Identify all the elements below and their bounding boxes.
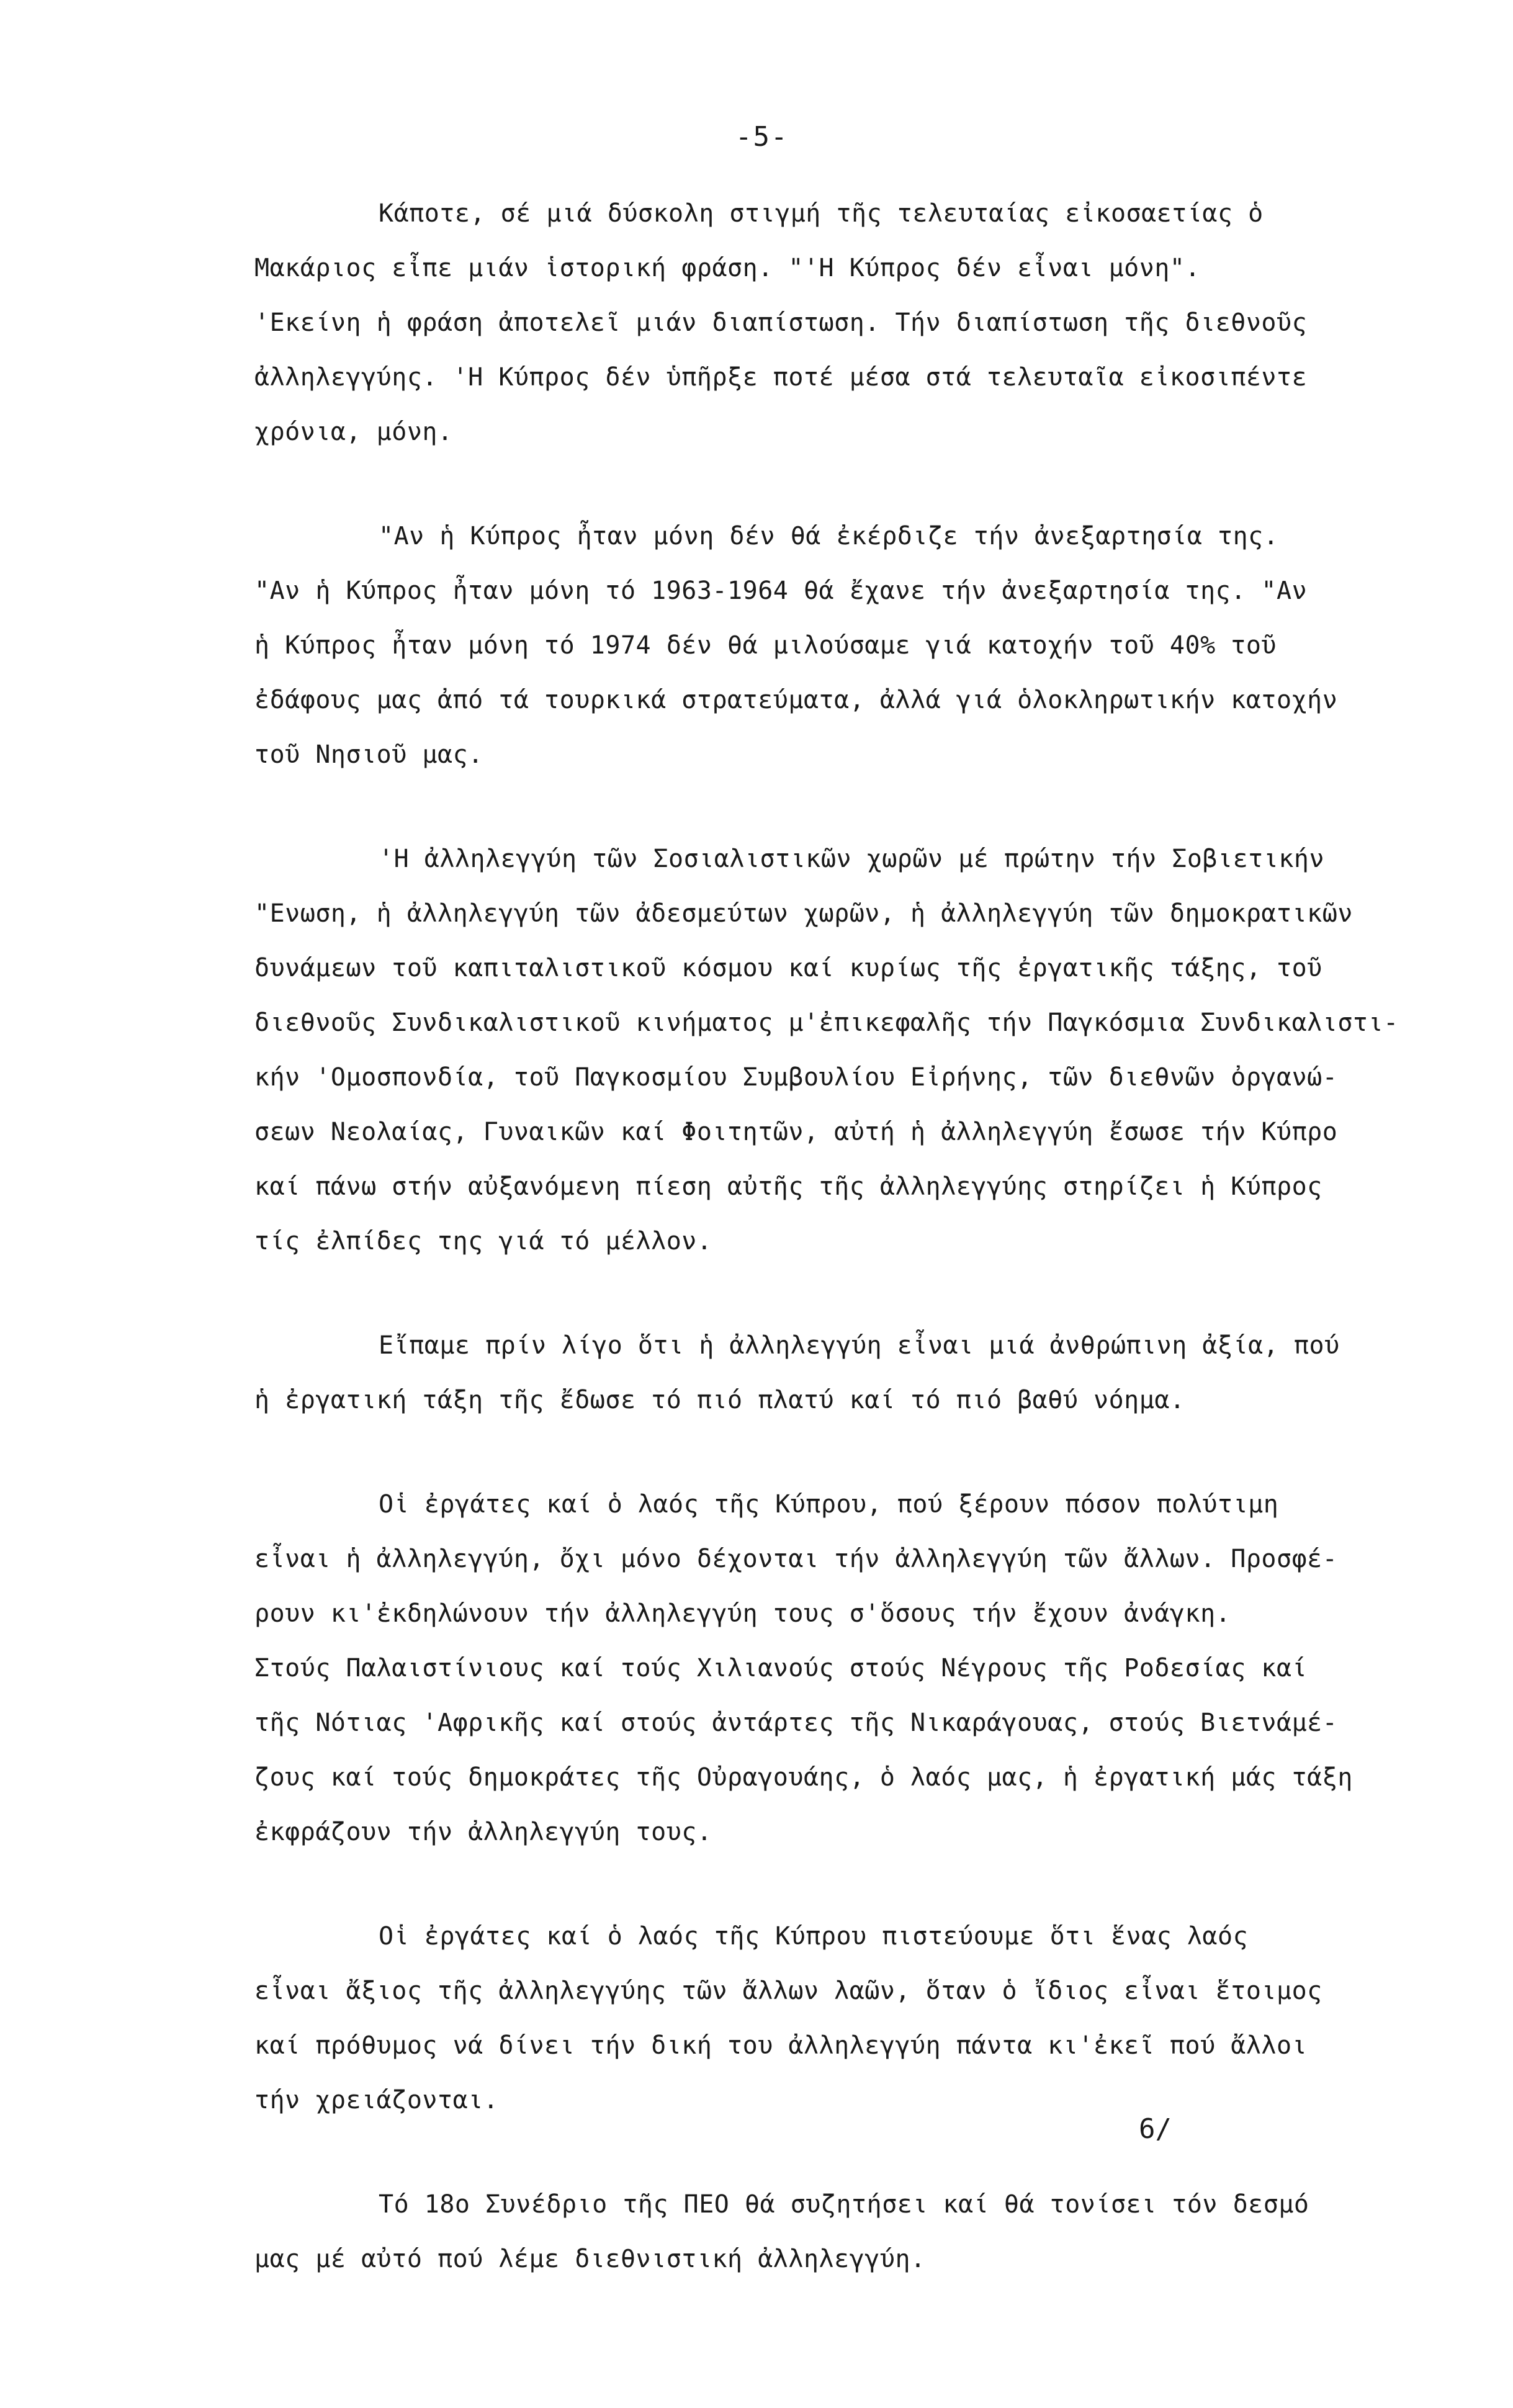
paragraph-7 [254,2177,1359,2286]
document-body [254,186,1399,2336]
text-line: Εἴπαμε πρίν λίγο ὅτι ἡ ἀλληλεγγύη εἶναι μιά ἀνθρώπινη ἀξία, πού [379,1331,1340,1360]
text-line: τήν χρειάζονται. [254,2086,499,2114]
text-line: δυνάμεων τοῦ καπιταλιστικοῦ κόσμου καί κυρίως τῆς ἐργατικῆς τάξης, τοῦ [254,954,1322,982]
text-line: Κάποτε, σέ μιά δύσκολη στιγμή τῆς τελευταίας εἰκοσαετίας ὁ [379,199,1264,228]
text-line: τίς ἐλπίδες της γιά τό μέλλον. [254,1227,712,1256]
text-line: "Ενωση, ἡ ἀλληλεγγύη τῶν ἀδεσμεύτων χωρῶν, ἡ ἀλληλεγγύη τῶν δημοκρατικῶν [254,899,1353,928]
page-continuation-marker: 6/ [1139,2113,1172,2145]
text-line: εἶναι ἡ ἀλληλεγγύη, ὄχι μόνο δέχονται τήν ἀλληλεγγύη τῶν ἄλλων. Προσφέ- [254,1545,1338,1573]
text-line: σεων Νεολαίας, Γυναικῶν καί Φοιτητῶν, αὐτή ἡ ἀλληλεγγύη ἔσωσε τήν Κύπρο [254,1118,1338,1146]
paragraph-4 [254,1318,1359,1427]
text-line: κήν 'Ομοσπονδία, τοῦ Παγκοσμίου Συμβουλίου Εἰρήνης, τῶν διεθνῶν ὀργανώ- [254,1063,1338,1092]
text-line: 'Η ἀλληλεγγύη τῶν Σοσιαλιστικῶν χωρῶν μέ πρώτην τήν Σοβιετικήν [379,845,1325,873]
paragraph-6 [254,1909,1359,2127]
paragraph-1 [254,186,1359,459]
text-line: "Αν ἡ Κύπρος ἦταν μόνη δέν θά ἐκέρδιζε τήν ἀνεξαρτησία της. [379,522,1279,550]
text-line: τοῦ Νησιοῦ μας. [254,740,483,769]
text-line: Τό 18ο Συνέδριο τῆς ΠΕΟ θά συζητήσει καί θά τονίσει τόν δεσμό [379,2190,1309,2219]
text-line: Οἱ ἐργάτες καί ὁ λαός τῆς Κύπρου, πού ξέρουν πόσον πολύτιμη [379,1490,1279,1519]
text-line: ἐκφράζουν τήν ἀλληλεγγύη τους. [254,1818,712,1846]
text-line: καί πρόθυμος νά δίνει τήν δική του ἀλληλεγγύη πάντα κι'ἐκεῖ πού ἄλλοι [254,2031,1308,2060]
page-number: -5- [735,121,789,153]
paragraph-5 [254,1477,1359,1859]
text-line: εἶναι ἄξιος τῆς ἀλληλεγγύης τῶν ἄλλων λαῶν, ὅταν ὁ ἴδιος εἶναι ἕτοιμος [254,1977,1322,2005]
text-line: διεθνοῦς Συνδικαλιστικοῦ κινήματος μ'ἐπικεφαλῆς τήν Παγκόσμια Συνδικαλιστι- [254,1009,1399,1037]
text-line: ζους καί τούς δημοκράτες τῆς Οὐραγουάης, ὁ λαός μας, ἡ ἐργατική μάς τάξη [254,1763,1353,1792]
paragraph-2 [254,509,1359,782]
text-line: Οἱ ἐργάτες καί ὁ λαός τῆς Κύπρου πιστεύουμε ὅτι ἕνας λαός [379,1922,1249,1951]
text-line: μας μέ αὐτό πού λέμε διεθνιστική ἀλληλεγγύη. [254,2245,926,2273]
text-line: ρουν κι'ἐκδηλώνουν τήν ἀλληλεγγύη τους σ'ὅσους τήν ἔχουν ἀνάγκη. [254,1599,1231,1628]
text-line: 'Εκείνη ἡ φράση ἀποτελεῖ μιάν διαπίστωση. Τήν διαπίστωση τῆς διεθνοῦς [254,308,1308,337]
text-line: καί πάνω στήν αὐξανόμενη πίεση αὐτῆς τῆς ἀλληλεγγύης στηρίζει ἡ Κύπρος [254,1172,1322,1201]
text-line: ἡ Κύπρος ἦταν μόνη τό 1974 δέν θά μιλούσαμε γιά κατοχήν τοῦ 40% τοῦ [254,631,1277,660]
text-line: ἀλληλεγγύης. 'Η Κύπρος δέν ὑπῆρξε ποτέ μέσα στά τελευταῖα εἰκοσιπέντε [254,363,1308,392]
text-line: ἐδάφους μας ἀπό τά τουρκικά στρατεύματα, ἀλλά γιά ὁλοκληρωτικήν κατοχήν [254,686,1338,714]
text-line: Στούς Παλαιστίνιους καί τούς Χιλιανούς στούς Νέγρους τῆς Ροδεσίας καί [254,1654,1308,1682]
text-line: ἡ ἐργατική τάξη τῆς ἔδωσε τό πιό πλατύ καί τό πιό βαθύ νόημα. [254,1386,1185,1414]
text-line: χρόνια, μόνη. [254,418,453,446]
text-line: Μακάριος εἶπε μιάν ἱστορική φράση. "'Η Κύπρος δέν εἶναι μόνη". [254,254,1201,282]
text-line: "Αν ἡ Κύπρος ἦταν μόνη τό 1963-1964 θά ἔχανε τήν ἀνεξαρτησία της. "Αν [254,577,1308,605]
paragraph-3 [254,832,1399,1269]
text-line: τῆς Νότιας 'Αφρικῆς καί στούς ἀντάρτες τῆς Νικαράγουας, στούς Βιετνάμέ- [254,1709,1338,1737]
